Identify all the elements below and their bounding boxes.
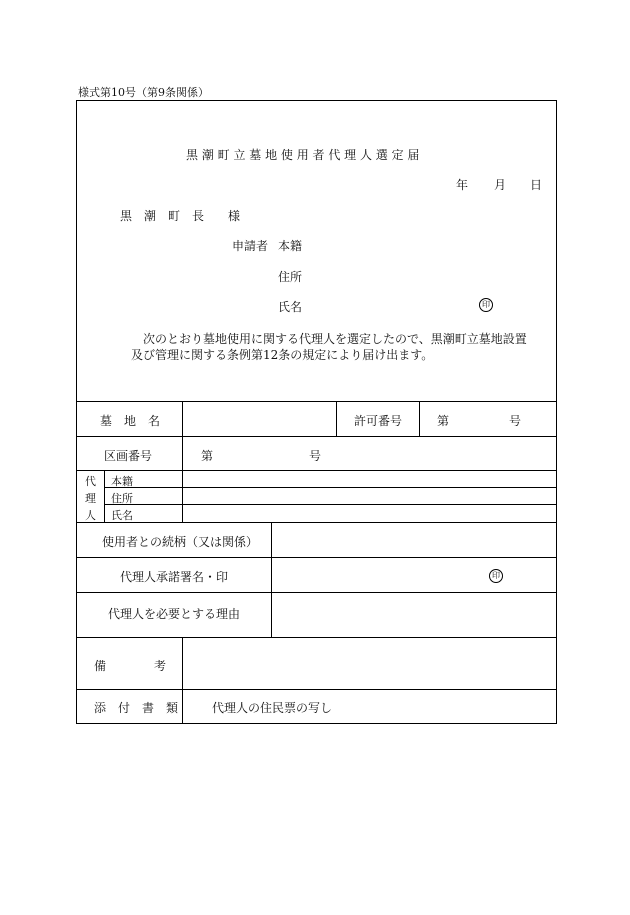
remarks-field[interactable] <box>183 638 556 688</box>
relationship-label: 使用者との続柄（又は関係） <box>102 535 259 549</box>
reason-field[interactable] <box>272 593 556 636</box>
relationship-field[interactable] <box>272 523 556 556</box>
agent-vertical-label-1: 代 <box>85 475 96 488</box>
statement-line-2: 及び管理に関する条例第12条の規定により届け出ます。 <box>131 348 434 362</box>
plot-number-prefix: 第 <box>201 449 214 463</box>
table-rule <box>76 436 557 437</box>
agent-vertical-label-3: 人 <box>85 509 96 522</box>
reason-label: 代理人を必要とする理由 <box>108 607 241 621</box>
table-rule <box>104 470 105 522</box>
plot-number-suffix: 号 <box>309 449 322 463</box>
applicant-domicile-label: 本籍 <box>278 239 303 253</box>
agent-name-label: 氏名 <box>111 509 133 522</box>
agent-address-label: 住所 <box>111 492 133 505</box>
agent-consent-field[interactable] <box>272 558 556 591</box>
addressee: 黒 潮 町 長 様 <box>120 209 241 223</box>
applicant-label: 申請者 <box>232 239 269 253</box>
agent-seal-mark: 印 <box>489 569 503 583</box>
remarks-label: 備 考 <box>94 659 167 673</box>
agent-domicile-label: 本籍 <box>111 475 133 488</box>
applicant-seal-mark: 印 <box>479 298 493 312</box>
agent-address-field[interactable] <box>183 488 556 503</box>
statement-line-1: 次のとおり墓地使用に関する代理人を選定したので、黒潮町立墓地設置 <box>143 332 527 346</box>
permit-number-label: 許可番号 <box>354 414 403 428</box>
agent-domicile-field[interactable] <box>183 471 556 486</box>
attachments-label: 添 付 書 類 <box>94 701 179 715</box>
cemetery-name-field[interactable] <box>183 403 335 435</box>
agent-consent-label: 代理人承諾署名・印 <box>120 570 229 584</box>
attachments-value: 代理人の住民票の写し <box>212 701 333 715</box>
table-rule <box>419 402 420 436</box>
applicant-name-label: 氏名 <box>278 300 303 314</box>
form-reference: 様式第10号（第9条関係） <box>78 86 209 99</box>
applicant-address-label: 住所 <box>278 270 303 284</box>
table-rule <box>336 402 337 436</box>
table-rule <box>76 689 557 690</box>
permit-number-suffix: 号 <box>509 414 522 428</box>
document-title: 黒 潮 町 立 墓 地 使 用 者 代 理 人 選 定 届 <box>186 148 420 162</box>
date-month-label: 月 <box>494 178 507 192</box>
permit-number-prefix: 第 <box>437 414 450 428</box>
cemetery-name-label: 墓 地 名 <box>100 414 161 428</box>
agent-vertical-label-2: 理 <box>85 492 96 505</box>
date-day-label: 日 <box>530 178 543 192</box>
date-year-label: 年 <box>456 178 469 192</box>
plot-number-label: 区画番号 <box>104 449 153 463</box>
agent-name-field[interactable] <box>183 505 556 521</box>
